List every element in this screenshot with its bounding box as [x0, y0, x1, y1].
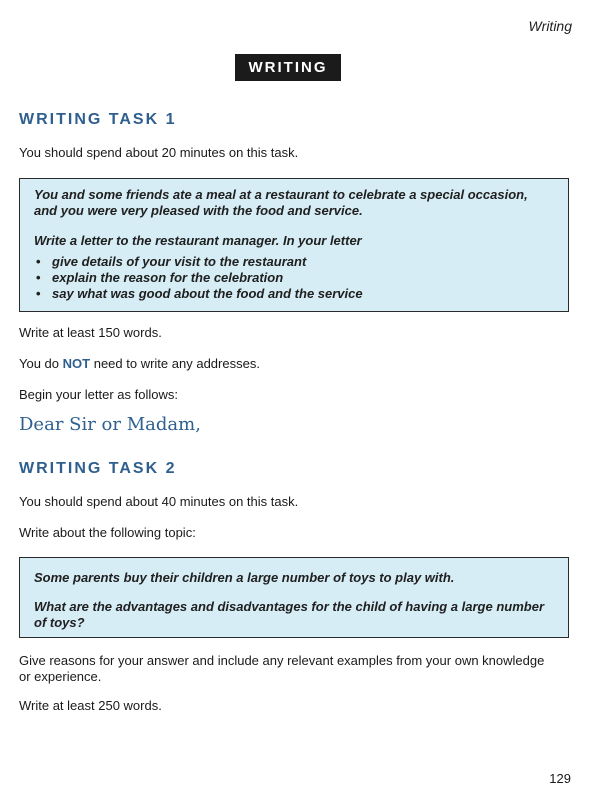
list-item: • give details of your visit to the restaurant: [36, 254, 307, 269]
task1-time: You should spend about 20 minutes on this task.: [19, 145, 299, 160]
task2-prompt-box: [19, 557, 569, 638]
task2-prompt-statement: Some parents buy their children a large number of toys to play with.: [34, 570, 455, 585]
task1-begin: Begin your letter as follows:: [19, 387, 178, 402]
task2-topic-label: Write about the following topic:: [19, 525, 196, 540]
list-item: • say what was good about the food and the service: [36, 286, 363, 301]
bullet-icon: •: [36, 254, 41, 269]
bullet-icon: •: [36, 286, 41, 301]
bullet-icon: •: [36, 270, 41, 285]
task2-heading: WRITING TASK 2: [19, 460, 177, 477]
list-item: • explain the reason for the celebration: [36, 270, 284, 285]
section-banner: WRITING: [235, 54, 341, 81]
task2-time: You should spend about 40 minutes on this task.: [19, 494, 299, 509]
page-number: 129: [549, 771, 571, 786]
task1-bullet-list: [34, 254, 554, 302]
task1-word-count: Write at least 150 words.: [19, 325, 162, 340]
task2-word-count: Write at least 250 words.: [19, 698, 162, 713]
task1-heading: WRITING TASK 1: [19, 111, 177, 128]
task1-addresses-note: You do NOT need to write any addresses.: [19, 356, 260, 371]
running-header: Writing: [528, 18, 572, 34]
task1-prompt-box: [19, 178, 569, 312]
emphasis-not: NOT: [62, 356, 91, 371]
task1-prompt-intro: You and some friends ate a meal at a restaurant to celebrate a special occasion, and you were very pleased with the food and service.: [34, 187, 528, 218]
task1-prompt-instruction: Write a letter to the restaurant manager. In your letter: [34, 233, 362, 248]
task2-reasons: Give reasons for your answer and include any relevant examples from your own knowledge or experience.: [19, 653, 545, 684]
task2-prompt-question: What are the advantages and disadvantages for the child of having a large number of toys?: [34, 599, 545, 630]
salutation: Dear Sir or Madam,: [19, 414, 201, 435]
